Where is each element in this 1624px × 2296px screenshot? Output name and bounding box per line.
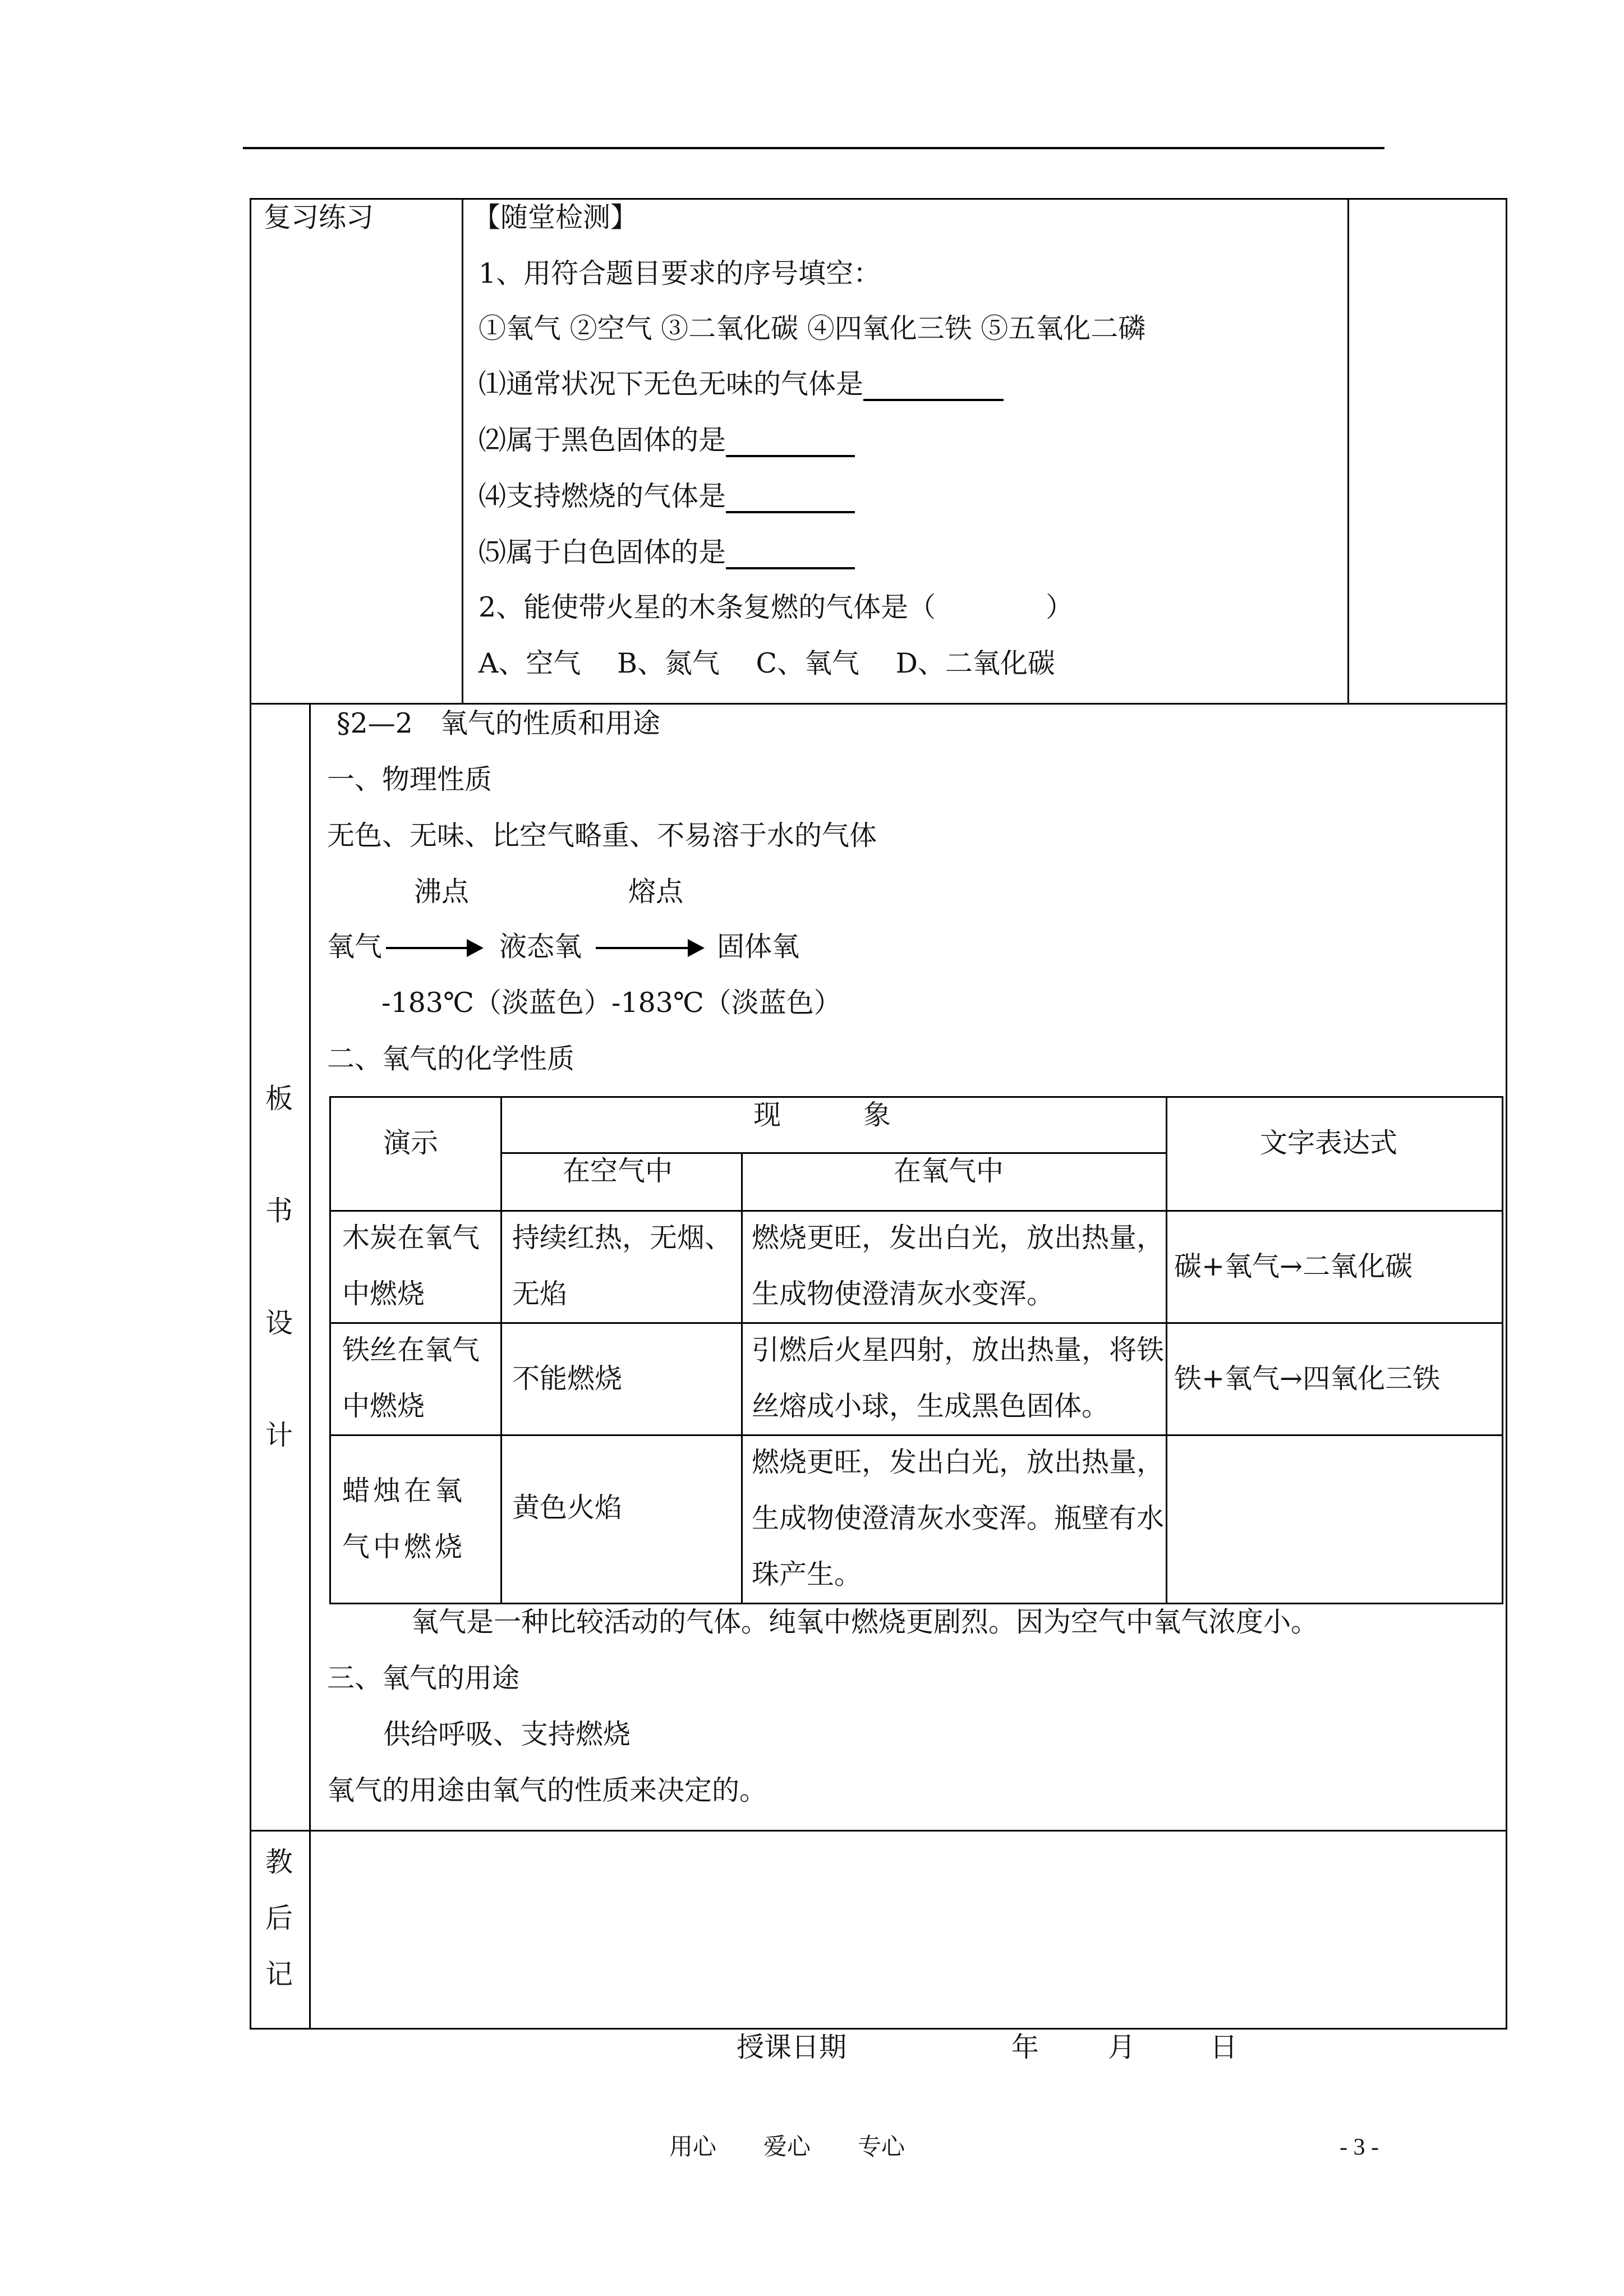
arrow-right-icon (596, 947, 702, 949)
header-demo: 演示 (383, 1127, 439, 1159)
answer-blank-2[interactable] (726, 429, 855, 457)
row-3-air: 黄色火焰 (512, 1492, 623, 1524)
board-label-char-1: 板 (265, 1083, 293, 1115)
date-label: 授课日期 (737, 2031, 847, 2063)
inner-table-top (330, 1096, 1503, 1098)
table-top-border (250, 198, 1507, 200)
state-gas: 氧气 (327, 931, 383, 963)
row-1-expression: 碳+氧气→二氧化碳 (1174, 1250, 1413, 1282)
row-1-oxygen: 燃烧更旺，发出白光，放出热量，生成物使澄清灰水变浑。 (752, 1222, 1165, 1310)
uses-note: 氧气的用途由氧气的性质来决定的。 (327, 1774, 767, 1806)
footer-motto: 用心 爱心 专心 (669, 2134, 905, 2160)
chemical-heading: 二、氧气的化学性质 (327, 1043, 575, 1075)
inner-table-col-1 (500, 1096, 502, 1604)
review-col-divider (462, 198, 463, 704)
physical-desc: 无色、无味、比空气略重、不易溶于水的气体 (327, 820, 877, 852)
answer-blank-3[interactable] (726, 485, 855, 513)
afterclass-label-char-1: 教 (265, 1846, 293, 1878)
board-label-char-4: 计 (265, 1419, 293, 1451)
inner-table-col-3 (1166, 1096, 1167, 1604)
table-left-border (250, 198, 251, 2030)
date-month: 月 (1108, 2031, 1136, 2063)
temperatures: -183℃（淡蓝色）-183℃（淡蓝色） (381, 987, 841, 1019)
summary-text: 氧气是一种比较活动的气体。纯氧中燃烧更剧烈。因为空气中氧气浓度小。 (411, 1606, 1319, 1638)
header-rule (243, 147, 1384, 149)
row-divider-2 (250, 1830, 1507, 1832)
row-2-air: 不能燃烧 (512, 1363, 623, 1395)
header-in-air: 在空气中 (563, 1155, 673, 1187)
date-day: 日 (1210, 2031, 1238, 2063)
inner-table-bottom (330, 1603, 1503, 1604)
review-right-col-divider (1347, 198, 1349, 704)
question-1-sub-1: ⑴通常状况下无色无味的气体是 (479, 367, 1004, 401)
header-phenomenon: 现 象 (753, 1099, 891, 1131)
row-1-air: 持续红热，无烟、无焰 (512, 1222, 733, 1310)
uses-heading: 三、氧气的用途 (327, 1662, 520, 1694)
question-1-options: ①氧气 ②空气 ③二氧化碳 ④四氧化三铁 ⑤五氧化二磷 (479, 312, 1146, 344)
section-title: §2—2 氧气的性质和用途 (337, 707, 660, 739)
answer-blank-1[interactable] (863, 373, 1004, 401)
question-1-sub-4: ⑸属于白色固体的是 (479, 536, 855, 569)
row-2-expression: 铁+氧气→四氧化三铁 (1174, 1363, 1441, 1395)
physical-heading: 一、物理性质 (327, 763, 493, 795)
review-heading: 【随堂检测】 (473, 201, 638, 233)
table-bottom-border (250, 2028, 1507, 2030)
row-2-demo: 铁丝在氧气中燃烧 (342, 1334, 480, 1422)
header-in-oxygen: 在氧气中 (894, 1155, 1004, 1187)
afterclass-label-char-2: 后 (265, 1902, 293, 1934)
board-label-char-2: 书 (265, 1195, 293, 1227)
question-2: 2、能使带火星的木条复燃的气体是（ ） (479, 591, 1074, 623)
table-right-border (1506, 198, 1507, 2030)
row-3-oxygen: 燃烧更旺，发出白光，放出热量，生成物使澄清灰水变浑。瓶壁有水珠产生。 (752, 1446, 1165, 1590)
question-1-sub-3: ⑷支持燃烧的气体是 (479, 480, 855, 513)
board-label-char-3: 设 (265, 1307, 293, 1339)
question-1: 1、用符合题目要求的序号填空： (479, 257, 881, 289)
date-year: 年 (1011, 2031, 1039, 2063)
inner-table-right (1502, 1096, 1503, 1604)
row-2-oxygen: 引燃后火星四射，放出热量，将铁丝熔成小球，生成黑色固体。 (752, 1334, 1165, 1422)
afterclass-label-char-3: 记 (265, 1958, 293, 1990)
inner-table-left (329, 1096, 331, 1604)
question-1-sub-2: ⑵属于黑色固体的是 (479, 424, 855, 457)
melting-point-label: 熔点 (628, 876, 684, 908)
state-solid: 固体氧 (717, 931, 800, 963)
arrow-right-icon (386, 947, 481, 949)
uses-desc: 供给呼吸、支持燃烧 (383, 1718, 631, 1750)
inner-table-col-2 (741, 1152, 743, 1604)
row-1-demo: 木炭在氧气中燃烧 (342, 1222, 480, 1310)
answer-blank-4[interactable] (726, 541, 855, 569)
question-2-choices: A、空气 B、氮气 C、氧气 D、二氧化碳 (479, 647, 1055, 679)
review-label: 复习练习 (264, 201, 374, 233)
row-3-demo: 蜡烛在氧气中燃烧 (342, 1475, 466, 1563)
inner-table-subheader-line (501, 1152, 1166, 1154)
state-liquid: 液态氧 (499, 931, 582, 963)
row-divider-1 (250, 703, 1507, 705)
header-expression: 文字表达式 (1260, 1127, 1398, 1159)
page-number: - 3 - (1340, 2134, 1379, 2160)
boiling-point-label: 沸点 (414, 876, 470, 908)
label-col-divider (309, 703, 311, 2030)
